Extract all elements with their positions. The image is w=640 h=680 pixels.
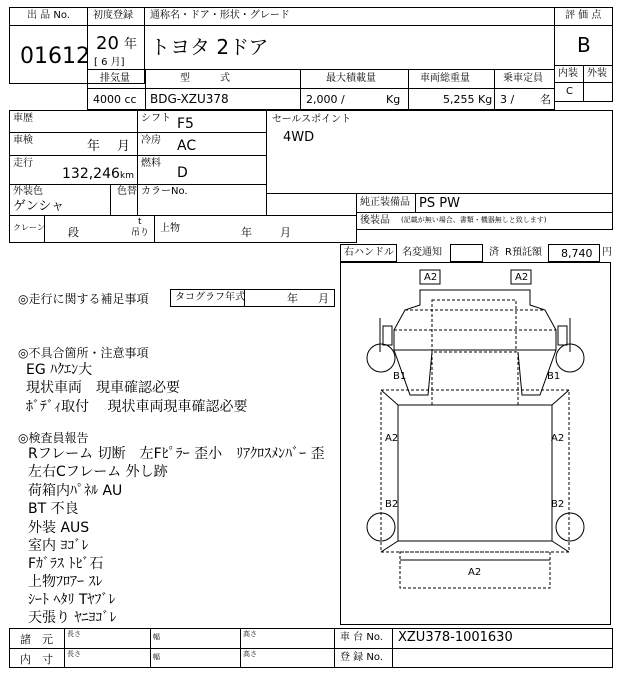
- lot-number-label: 出 品 No.: [27, 10, 70, 21]
- registration-number-label: 登 録 No.: [340, 652, 383, 663]
- damage-mark: A2: [551, 433, 565, 444]
- car-name: トヨタ 2ドア: [150, 35, 269, 59]
- ac-label: 冷房: [141, 135, 161, 146]
- fuel-value: D: [177, 165, 188, 181]
- inspector-line: 上物ﾌﾛｱｰ ｽﾚ: [28, 574, 103, 590]
- inspector-line: Rフレーム 切断 左Fﾋﾟﾗｰ 歪小 ﾘｱｸﾛｽﾒﾝﾊﾞｰ 歪: [28, 446, 325, 462]
- gross-weight: 5,255: [443, 93, 475, 106]
- damage-mark: B2: [551, 499, 565, 510]
- rhd: 右ハンドル: [344, 247, 394, 258]
- exterior-color: ゲンシャ: [13, 199, 65, 214]
- model-code: BDG-XZU378: [150, 92, 229, 106]
- displacement-label: 排気量: [100, 73, 130, 84]
- registration-month: [ 6 月]: [94, 57, 125, 68]
- height-label: 高さ: [243, 630, 257, 638]
- inspector-line: 天張り ﾔﾆﾖｺﾞﾚ: [28, 610, 117, 626]
- crane-ton: t: [138, 217, 142, 227]
- inspector-line: Fｶﾞﾗｽ ﾄﾋﾞ石: [28, 556, 104, 572]
- inspector-line: 左右Cフレーム 外し跡: [28, 464, 168, 480]
- deck-label: 上物: [160, 223, 180, 234]
- mileage-value: 132,246: [62, 166, 120, 182]
- defect-line: 現状車両 現車確認必要: [26, 380, 180, 396]
- exterior-color-label: 外装色: [13, 186, 43, 197]
- chassis-label: 車 台 No.: [340, 632, 383, 643]
- lot-number: 01612: [20, 44, 90, 69]
- registration-year-unit: 年: [124, 37, 138, 52]
- inspector-line: 外装 AUS: [28, 520, 90, 536]
- deck-month: 月: [280, 226, 291, 239]
- gross-weight-unit: Kg: [478, 93, 493, 106]
- ac-value: AC: [177, 138, 197, 154]
- chassis-number: XZU378-1001630: [398, 630, 513, 645]
- damage-mark: A2: [515, 272, 529, 283]
- registration-label: 初度登録: [93, 10, 133, 21]
- score-label: 評 価 点: [565, 10, 602, 21]
- shift-label: シフト: [141, 113, 171, 124]
- displacement: 4000 cc: [93, 93, 137, 106]
- inspector-line: 室内 ﾖｺﾞﾚ: [28, 538, 89, 554]
- recycle-done: 済: [489, 247, 499, 258]
- equipment: PS PW: [419, 196, 460, 211]
- capacity-unit: 名: [540, 93, 551, 106]
- color-change-label: 色替: [117, 186, 137, 197]
- inspection-month-unit: 月: [117, 139, 131, 154]
- sales-point-label: セールスポイント: [272, 114, 352, 125]
- dims-label: 諸 元: [20, 633, 53, 646]
- damage-mark: A2: [424, 272, 438, 283]
- length-label: 長さ: [67, 630, 81, 638]
- shift-value: F5: [177, 116, 194, 132]
- aftermarket-note: (記載が無い場合、書類・機器無しと致します): [401, 216, 547, 224]
- defect-line: EG ﾊｸｴﾝ大: [26, 362, 93, 378]
- inspector-line: ｼｰﾄ ﾍﾀﾘ Tﾔﾌﾞﾚ: [28, 592, 116, 608]
- tachograph-month: 月: [318, 292, 329, 305]
- mileage-unit: km: [120, 171, 134, 181]
- damage-mark: B1: [393, 371, 407, 382]
- interior-score: C: [566, 86, 573, 97]
- max-load: 2,000 /: [306, 93, 345, 106]
- inspector-line: BT 不良: [28, 501, 79, 517]
- inner-label: 内 寸: [20, 653, 53, 666]
- width-label: 幅: [153, 633, 160, 641]
- length-label: 長さ: [67, 650, 81, 658]
- crane-label: クレーン: [13, 223, 45, 232]
- capacity-label: 乗車定員: [503, 73, 543, 84]
- capacity: 3 /: [500, 93, 515, 106]
- gross-weight-label: 車両総重量: [420, 73, 470, 84]
- aftermarket-label: 後装品: [360, 215, 390, 226]
- color-number-label: カラーNo.: [141, 186, 188, 197]
- damage-mark: A2: [468, 567, 482, 578]
- exterior-label: 外装: [587, 68, 607, 79]
- model-label: 型 式: [180, 73, 230, 84]
- recycle-deposit-label: R預託額: [505, 247, 542, 258]
- tachograph-label: タコグラフ年式: [175, 292, 245, 303]
- crane-hang: 吊り: [131, 228, 150, 238]
- equipment-label: 純正装備品: [360, 197, 410, 208]
- inspection-year-unit: 年: [87, 139, 101, 154]
- deck-year: 年: [241, 226, 252, 239]
- inspection-label: 車検: [13, 135, 33, 146]
- damage-mark: A2: [385, 433, 399, 444]
- inspector-line: 荷箱内ﾊﾟﾈﾙ AU: [28, 483, 123, 499]
- driving-notes-label: ◎走行に関する補足事項: [18, 292, 149, 306]
- overall-score: B: [577, 33, 591, 57]
- height-label: 高さ: [243, 650, 257, 658]
- inspector-report-label: ◎検査員報告: [18, 431, 89, 445]
- width-label: 幅: [153, 653, 160, 661]
- fuel-label: 燃料: [141, 158, 161, 169]
- damage-mark: B1: [547, 371, 561, 382]
- recycle-amount: 8,740: [561, 247, 593, 260]
- crane-stage: 段: [68, 226, 79, 239]
- tachograph-year: 年: [287, 292, 298, 305]
- defect-line: ﾎﾞﾃﾞｨ取付 現状車両現車確認必要: [26, 399, 248, 415]
- max-load-label: 最大積載量: [326, 73, 376, 84]
- damage-mark: B2: [385, 499, 399, 510]
- max-load-unit: Kg: [386, 93, 401, 106]
- recycle-unit: 円: [602, 247, 612, 258]
- interior-label: 内装: [558, 68, 578, 79]
- mileage-label: 走行: [13, 158, 33, 169]
- registration-year: 20: [96, 33, 119, 54]
- car-name-label: 通称名・ドア・形状・グレード: [150, 10, 290, 21]
- defects-label: ◎不具合箇所・注意事項: [18, 346, 149, 360]
- name-change-label: 名変通知: [402, 247, 442, 258]
- history-label: 車歴: [13, 113, 33, 124]
- sales-point: 4WD: [283, 130, 315, 145]
